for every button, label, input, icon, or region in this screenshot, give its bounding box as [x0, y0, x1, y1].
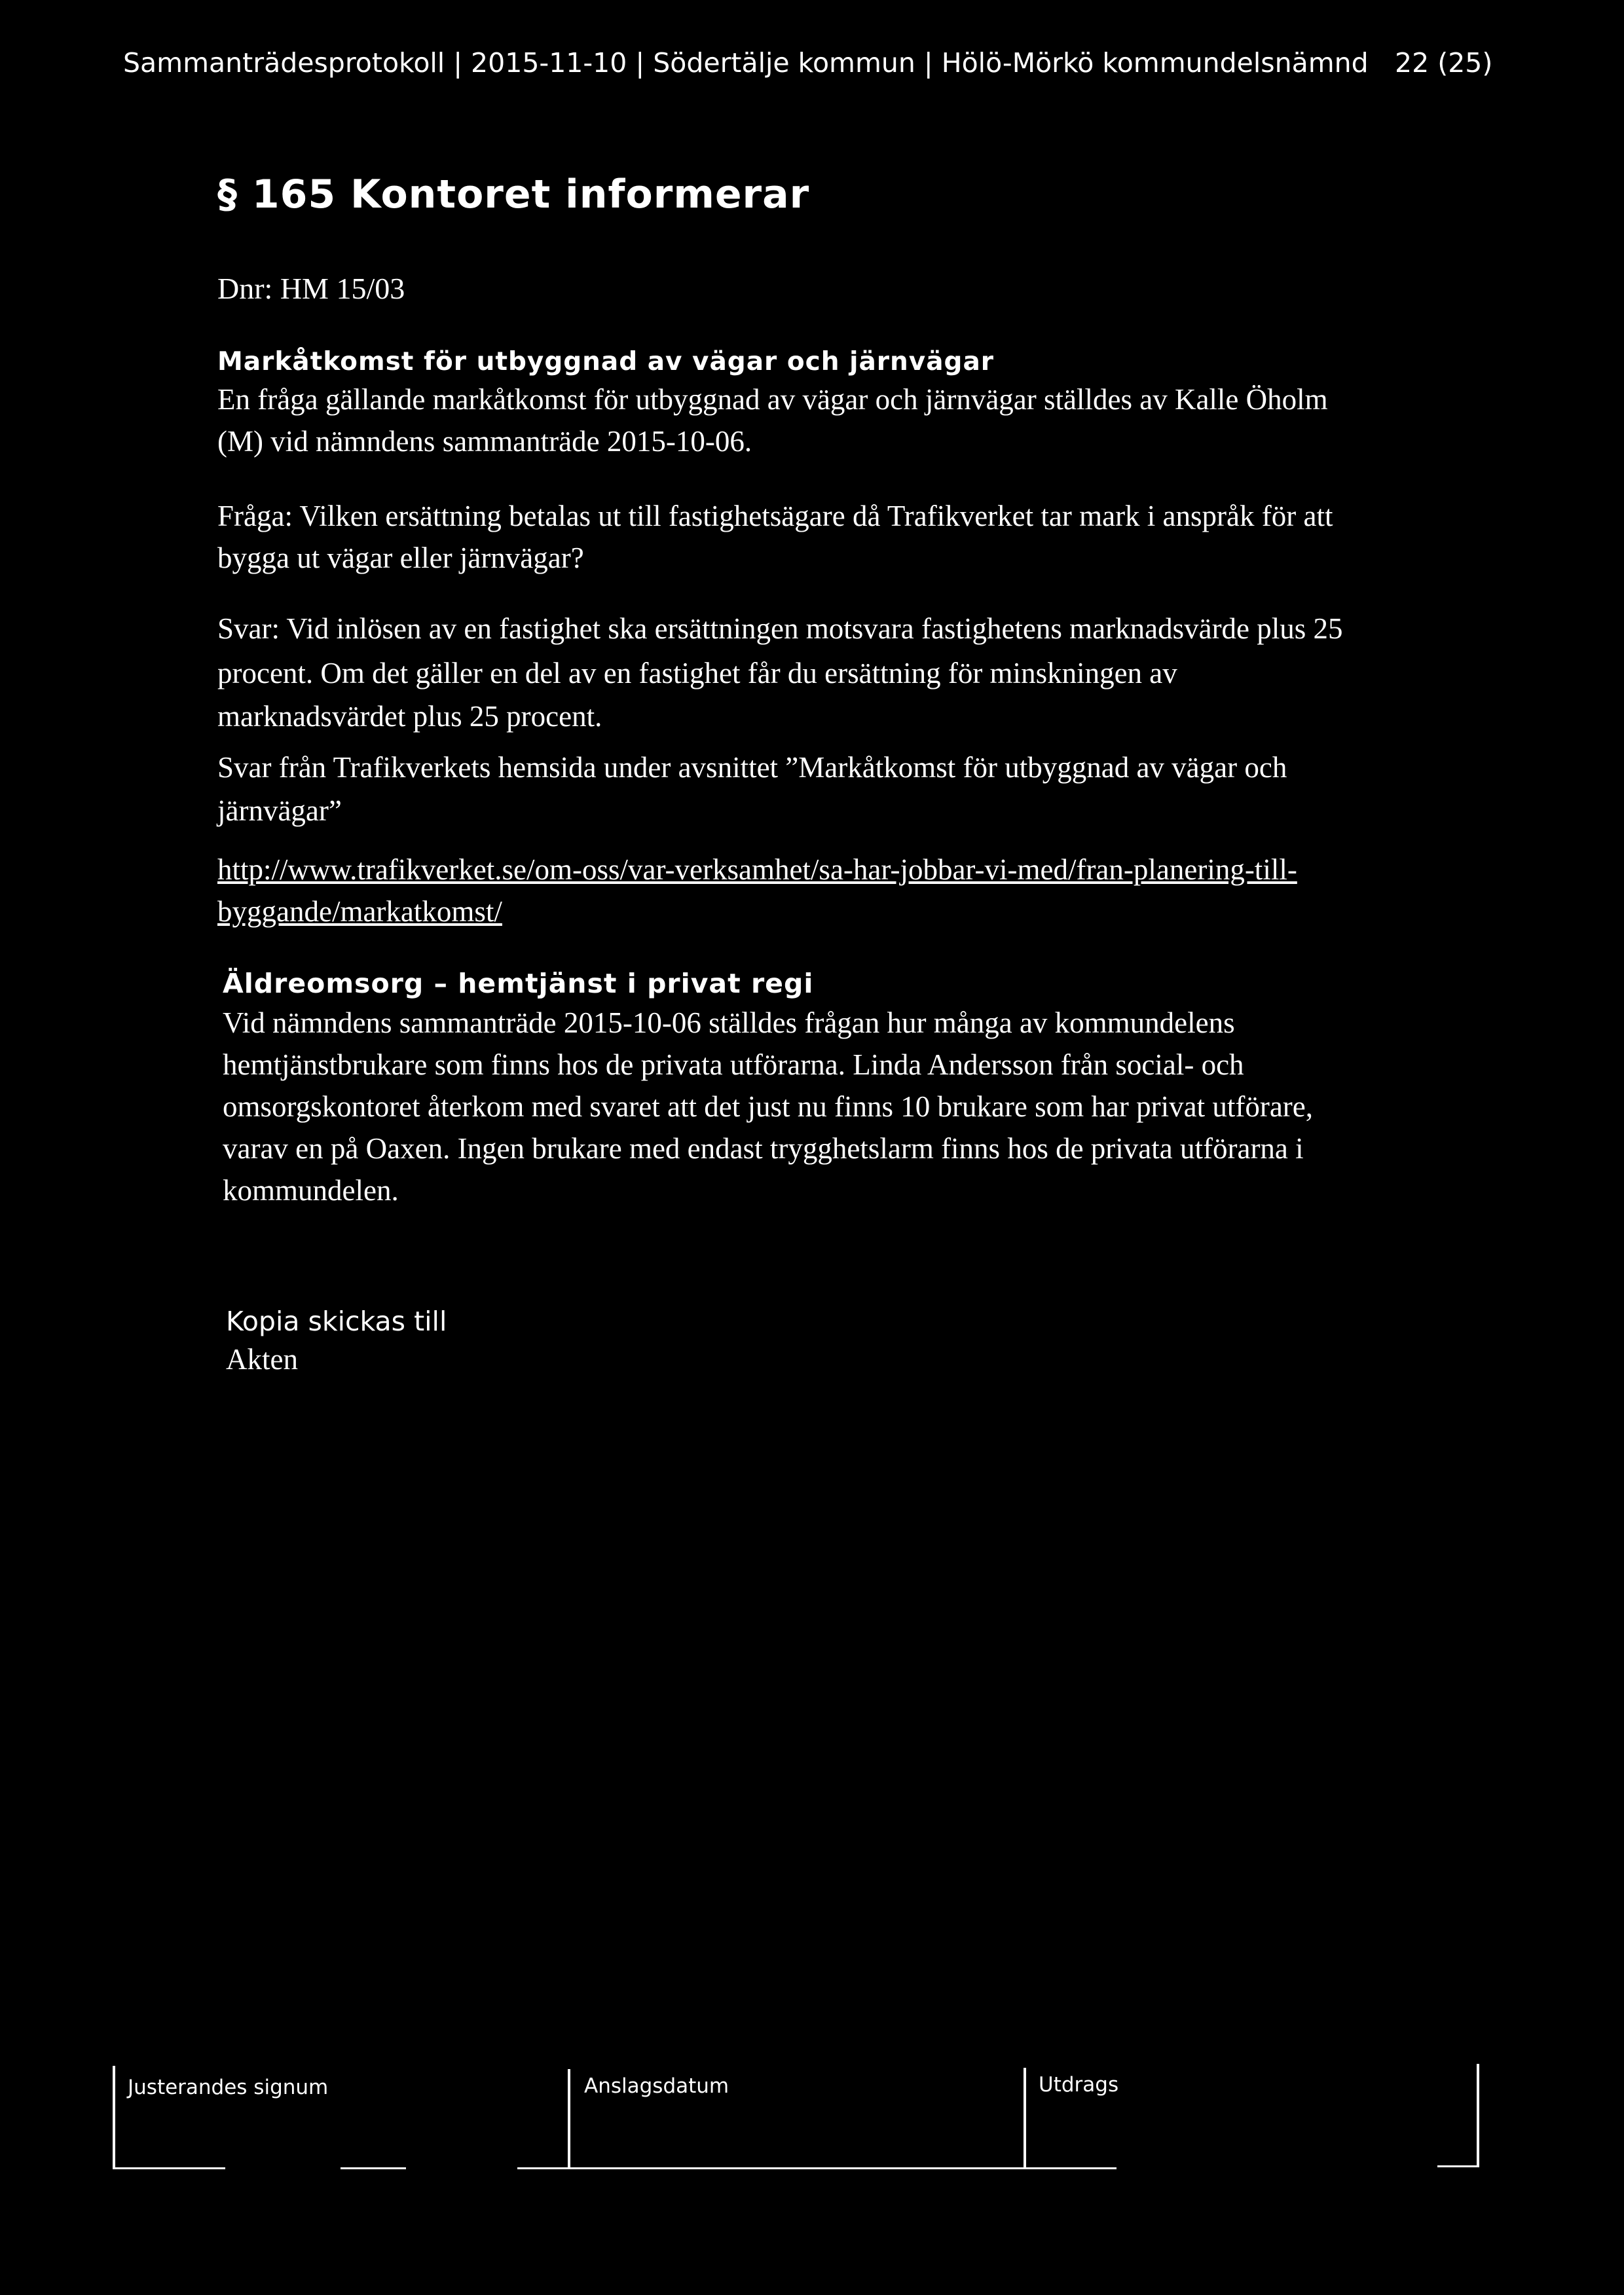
trafikverket-link[interactable]: byggande/markatkomst/ — [217, 895, 502, 928]
divider — [341, 2167, 406, 2169]
paragraph-line: hemtjänstbrukare som finns hos de privata utförarna. Linda Andersson från social- och — [223, 1048, 1244, 1081]
paragraph-line: omsorgskontoret återkom med svaret att det just nu finns 10 brukare som har privat utförare, — [223, 1090, 1313, 1123]
divider — [113, 2167, 225, 2169]
divider — [1477, 2064, 1479, 2167]
source-line: järnvägar” — [217, 794, 342, 827]
paragraph-line: Vid nämndens sammanträde 2015-10-06 ställdes frågan hur många av kommundelens — [223, 1006, 1235, 1039]
posting-date-label: Anslagsdatum — [584, 2074, 729, 2098]
divider — [113, 2066, 115, 2169]
source-line: Svar från Trafikverkets hemsida under avsnittet ”Markåtkomst för utbyggnad av vägar och — [217, 751, 1287, 784]
paragraph-line: En fråga gällande markåtkomst för utbyggnad av vägar och järnvägar ställdes av Kalle Öholm — [217, 383, 1328, 416]
extract-label: Utdrags — [1039, 2073, 1119, 2097]
section-title: § 165 Kontoret informerar — [217, 172, 810, 217]
divider — [1024, 2068, 1026, 2169]
answer-line: marknadsvärdet plus 25 procent. — [217, 700, 602, 733]
header-meta: Sammanträdesprotokoll | 2015-11-10 | Södertälje kommun | Hölö-Mörkö kommundelsnämnd — [123, 47, 1369, 79]
divider — [1437, 2165, 1479, 2167]
paragraph-line: kommundelen. — [223, 1174, 399, 1207]
diary-number: Dnr: HM 15/03 — [217, 272, 405, 305]
divider — [517, 2167, 1116, 2169]
trafikverket-link[interactable]: http://www.trafikverket.se/om-oss/var-verksamhet/sa-har-jobbar-vi-med/fran-planering-till- — [217, 853, 1297, 886]
paragraph-line: (M) vid nämndens sammanträde 2015-10-06. — [217, 425, 752, 458]
item-heading: Äldreomsorg – hemtjänst i privat regi — [223, 968, 814, 999]
copy-label: Kopia skickas till — [226, 1306, 447, 1337]
signature-label: Justerandes signum — [128, 2076, 329, 2099]
question-line: bygga ut vägar eller järnvägar? — [217, 542, 584, 574]
answer-line: Svar: Vid inlösen av en fastighet ska ersättningen motsvara fastighetens marknadsvärde plus 25 — [217, 612, 1343, 645]
question-line: Fråga: Vilken ersättning betalas ut till fastighetsägare då Trafikverket tar mark i anspråk för att — [217, 500, 1333, 532]
page-number: 22 (25) — [1395, 47, 1493, 79]
item-heading: Markåtkomst för utbyggnad av vägar och järnvägar — [217, 347, 994, 376]
answer-line: procent. Om det gäller en del av en fastighet får du ersättning för minskningen av — [217, 657, 1177, 689]
divider — [568, 2069, 570, 2169]
copy-recipient: Akten — [226, 1343, 298, 1376]
paragraph-line: varav en på Oaxen. Ingen brukare med endast trygghetslarm finns hos de privata utförarna i — [223, 1132, 1304, 1165]
